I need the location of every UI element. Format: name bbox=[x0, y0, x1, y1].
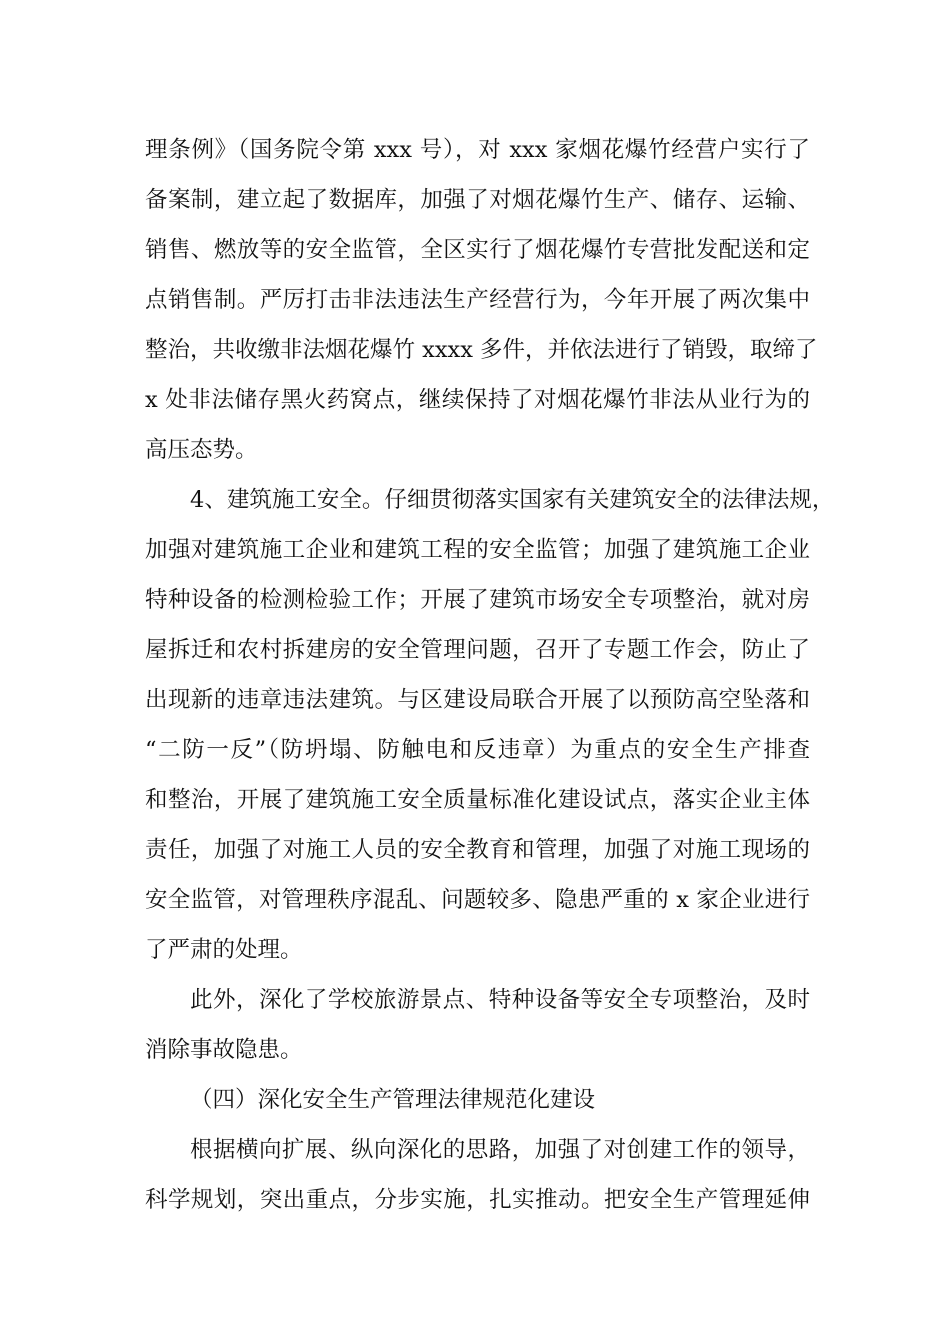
text-line: 消除事故隐患。 bbox=[145, 1037, 303, 1063]
text-line: 和整治，开展了建筑施工安全质量标准化建设试点，落实企业主体 bbox=[145, 787, 810, 813]
section-heading: （四）深化安全生产管理法律规范化建设 bbox=[190, 1087, 596, 1113]
text-line: 安全监管，对管理秩序混乱、问题较多、隐患严重的 x 家企业进行 bbox=[145, 887, 810, 913]
text-line: 根据横向扩展、纵向深化的思路，加强了对创建工作的领导， bbox=[190, 1137, 810, 1163]
paragraph-additional-rectification bbox=[145, 975, 810, 1075]
document-body bbox=[145, 125, 835, 1225]
paragraph-deepening-approach bbox=[145, 1125, 810, 1225]
text-line: 理条例》（国务院令第 xxx 号），对 xxx 家烟花爆竹经营户实行了 bbox=[145, 137, 810, 163]
paragraph-construction-safety bbox=[145, 475, 835, 975]
text-line: 4、建筑施工安全。仔细贯彻落实国家有关建筑安全的法律法规， bbox=[190, 487, 835, 513]
text-line: 高压态势。 bbox=[145, 437, 258, 463]
text-line: 加强对建筑施工企业和建筑工程的安全监管；加强了建筑施工企业 bbox=[145, 537, 810, 563]
text-line: 出现新的违章违法建筑。与区建设局联合开展了以预防高空坠落和 bbox=[145, 687, 810, 713]
text-line: 此外，深化了学校旅游景点、特种设备等安全专项整治，及时 bbox=[190, 987, 810, 1013]
section-heading-four bbox=[145, 1075, 810, 1125]
text-line: 了严肃的处理。 bbox=[145, 937, 303, 963]
text-line: 科学规划，突出重点，分步实施，扎实推动。把安全生产管理延伸 bbox=[145, 1187, 810, 1213]
text-line: 备案制，建立起了数据库，加强了对烟花爆竹生产、储存、运输、 bbox=[145, 187, 810, 213]
text-line: 整治，共收缴非法烟花爆竹 xxxx 多件，并依法进行了销毁，取缔了 bbox=[145, 337, 818, 363]
text-line: 责任，加强了对施工人员的安全教育和管理，加强了对施工现场的 bbox=[145, 837, 810, 863]
text-line: 点销售制。严厉打击非法违法生产经营行为，今年开展了两次集中 bbox=[145, 287, 810, 313]
text-line: 销售、燃放等的安全监管，全区实行了烟花爆竹专营批发配送和定 bbox=[145, 237, 810, 263]
text-line: 特种设备的检测检验工作；开展了建筑市场安全专项整治，就对房 bbox=[145, 587, 810, 613]
paragraph-fireworks-management bbox=[145, 125, 818, 475]
text-line: “二防一反”（防坍塌、防触电和反违章）为重点的安全生产排查 bbox=[145, 737, 810, 763]
text-line: 屋拆迁和农村拆建房的安全管理问题，召开了专题工作会，防止了 bbox=[145, 637, 810, 663]
text-line: x 处非法储存黑火药窝点，继续保持了对烟花爆竹非法从业行为的 bbox=[145, 387, 810, 413]
